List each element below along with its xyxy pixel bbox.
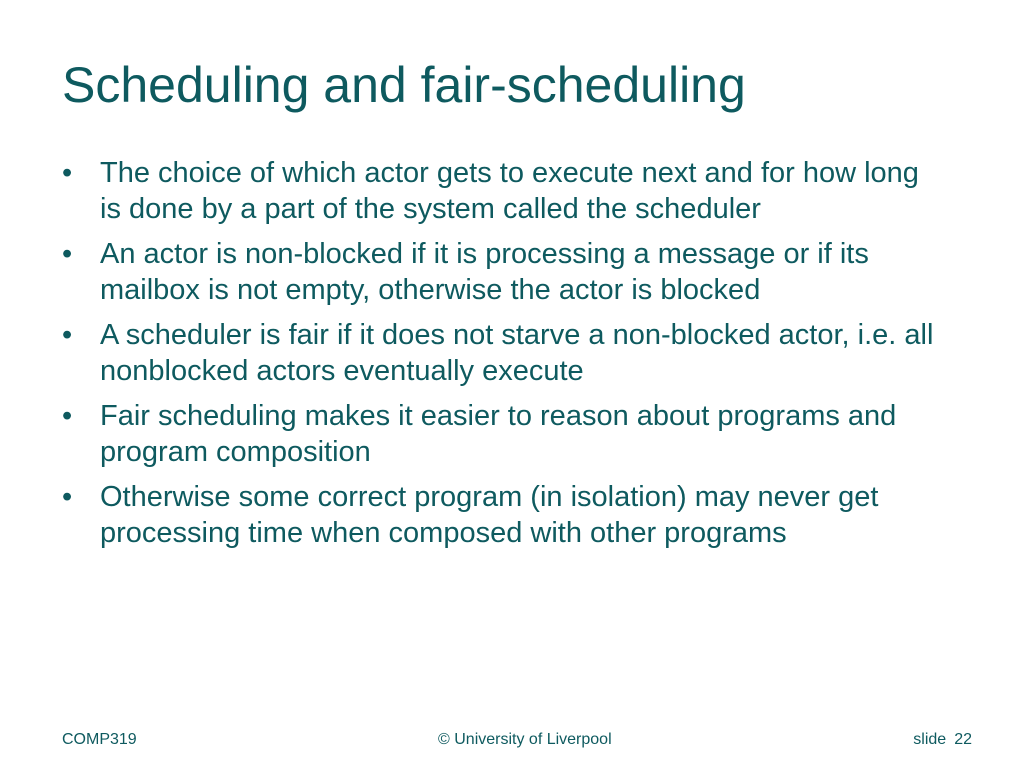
bullet-text: A scheduler is fair if it does not starve a non-blocked actor, i.e. all nonblocked actors eventually execute xyxy=(100,319,934,387)
slide-label: slide xyxy=(913,731,947,748)
bullet-icon: • xyxy=(62,481,73,513)
slide-title: Scheduling and fair-scheduling xyxy=(62,57,746,113)
bullet-item xyxy=(62,479,942,551)
bullet-text: An actor is non-blocked if it is processing a message or if its mailbox is not empty, otherwise the actor is blocked xyxy=(100,238,869,306)
bullet-item xyxy=(62,317,942,389)
footer-slide-number xyxy=(913,731,972,749)
bullet-icon: • xyxy=(62,400,73,432)
bullet-icon: • xyxy=(62,319,73,351)
bullet-item xyxy=(62,398,942,470)
bullet-list xyxy=(62,155,942,560)
bullet-icon: • xyxy=(62,157,73,189)
footer-course: COMP319 xyxy=(62,731,137,748)
bullet-text: The choice of which actor gets to execute next and for how long is done by a part of the system called the scheduler xyxy=(100,157,919,225)
bullet-text: Fair scheduling makes it easier to reason about programs and program composition xyxy=(100,400,897,468)
footer-copyright: © University of Liverpool xyxy=(438,731,612,748)
slide-number: 22 xyxy=(954,731,972,748)
bullet-item xyxy=(62,155,942,227)
bullet-text: Otherwise some correct program (in isolation) may never get processing time when composed with other programs xyxy=(100,481,879,549)
bullet-icon: • xyxy=(62,238,73,270)
bullet-item xyxy=(62,236,942,308)
